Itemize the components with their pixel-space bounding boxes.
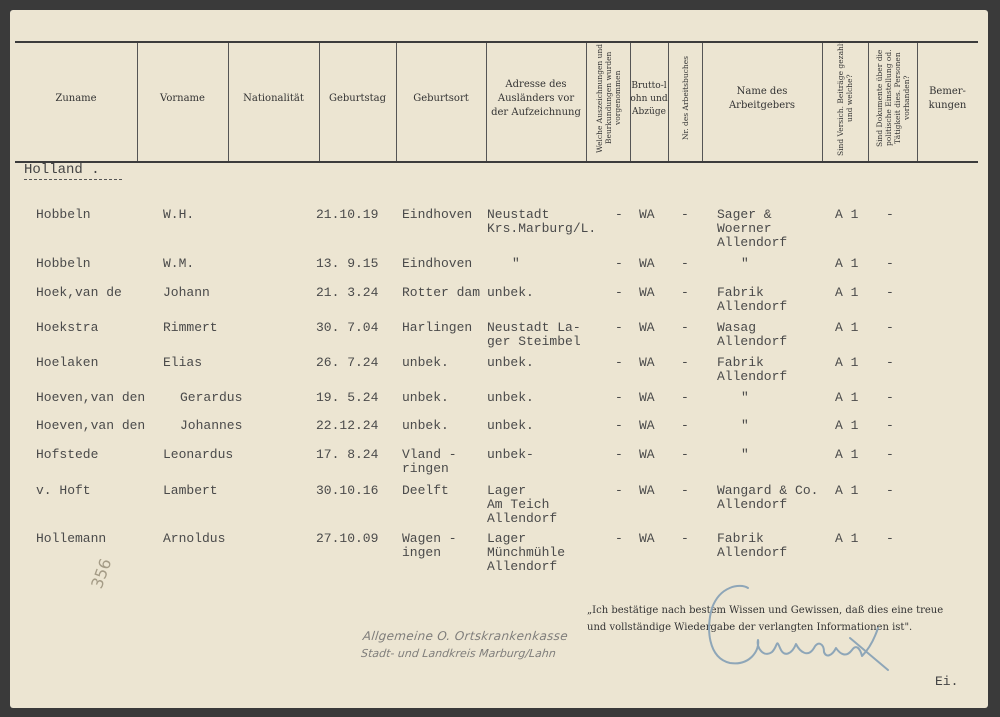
column-divider bbox=[702, 43, 703, 161]
insurance-cell: A 1 bbox=[835, 483, 859, 498]
column-header bbox=[396, 40, 486, 158]
wage-cell: WA bbox=[639, 418, 655, 433]
surname-cell: v. Hoft bbox=[36, 483, 91, 498]
address-cell: " bbox=[512, 256, 520, 271]
address-cell: unbek- bbox=[487, 447, 534, 462]
column-header bbox=[15, 40, 137, 158]
wage-cell: WA bbox=[639, 207, 655, 222]
birthplace-cell: Harlingen bbox=[402, 320, 473, 335]
workbook-cell: - bbox=[681, 483, 689, 498]
column-header bbox=[868, 36, 917, 160]
insurance-cell: A 1 bbox=[835, 355, 859, 370]
section-label bbox=[24, 162, 100, 178]
birthplace-cell: Rotter dam bbox=[402, 285, 481, 300]
records-cell: - bbox=[615, 285, 623, 300]
birthplace-cell: Eindhoven bbox=[402, 207, 473, 222]
column-header bbox=[137, 40, 228, 158]
workbook-cell: - bbox=[681, 320, 689, 335]
workbook-cell: - bbox=[681, 285, 689, 300]
employer-cell: Wangard & Co. Allendorf bbox=[717, 483, 819, 512]
insurance-cell: A 1 bbox=[835, 531, 859, 546]
documents-cell: - bbox=[886, 447, 894, 462]
records-cell: - bbox=[615, 483, 623, 498]
column-header bbox=[822, 36, 868, 160]
column-header bbox=[706, 40, 818, 158]
insurance-cell: A 1 bbox=[835, 447, 859, 462]
insurance-stamp bbox=[360, 627, 569, 663]
section-label-text: Holland . bbox=[24, 162, 100, 178]
employer-cell: Sager & Woerner Allendorf bbox=[717, 207, 788, 250]
surname-cell: Hobbeln bbox=[36, 207, 91, 222]
birth-date-cell: 27.10.09 bbox=[316, 531, 379, 546]
address-cell: unbek. bbox=[487, 418, 534, 433]
address-cell: Lager Am Teich Allendorf bbox=[487, 483, 558, 526]
surname-cell: Hofstede bbox=[36, 447, 99, 462]
records-cell: - bbox=[615, 320, 623, 335]
records-cell: - bbox=[615, 390, 623, 405]
address-cell: unbek. bbox=[487, 285, 534, 300]
wage-cell: WA bbox=[639, 285, 655, 300]
address-cell: Lager Münchmühle Allendorf bbox=[487, 531, 566, 574]
column-header bbox=[319, 40, 396, 158]
documents-cell: - bbox=[886, 256, 894, 271]
birth-date-cell: 30. 7.04 bbox=[316, 320, 379, 335]
birth-date-cell: 21. 3.24 bbox=[316, 285, 379, 300]
insurance-cell: A 1 bbox=[835, 207, 859, 222]
birth-date-cell: 21.10.19 bbox=[316, 207, 379, 222]
column-header bbox=[586, 36, 630, 160]
column-header-label: Geburtstag bbox=[328, 93, 387, 104]
header-bottom-rule bbox=[15, 161, 978, 163]
column-header-label: Bemer-kungen bbox=[928, 86, 967, 111]
column-header-label: Adresse des Ausländers vor der Aufzeichnung bbox=[491, 79, 581, 118]
surname-cell: Hoekstra bbox=[36, 320, 99, 335]
employer-cell: " bbox=[741, 447, 749, 462]
wage-cell: WA bbox=[639, 447, 655, 462]
wage-cell: WA bbox=[639, 320, 655, 335]
wage-cell: WA bbox=[639, 390, 655, 405]
documents-cell: - bbox=[886, 483, 894, 498]
first-name-cell: Arnoldus bbox=[163, 531, 226, 546]
confirmation-line-2: und vollständige Wiedergabe der verlangten Informationen ist". bbox=[587, 622, 913, 633]
documents-cell: - bbox=[886, 531, 894, 546]
records-cell: - bbox=[615, 256, 623, 271]
employer-cell: " bbox=[741, 256, 749, 271]
address-cell: Neustadt Krs.Marburg/L. bbox=[487, 207, 597, 236]
wage-cell: WA bbox=[639, 483, 655, 498]
wage-cell: WA bbox=[639, 355, 655, 370]
column-header bbox=[228, 40, 319, 158]
birth-date-cell: 22.12.24 bbox=[316, 418, 379, 433]
column-header bbox=[490, 40, 582, 158]
first-name-cell: Johannes bbox=[180, 418, 243, 433]
first-name-cell: Gerardus bbox=[180, 390, 243, 405]
address-cell: Neustadt La- ger Steimbel bbox=[487, 320, 581, 349]
birth-date-cell: 17. 8.24 bbox=[316, 447, 379, 462]
documents-cell: - bbox=[886, 418, 894, 433]
workbook-cell: - bbox=[681, 355, 689, 370]
records-cell: - bbox=[615, 418, 623, 433]
insurance-cell: A 1 bbox=[835, 320, 859, 335]
surname-cell: Hoeven,van den bbox=[36, 390, 146, 405]
birthplace-cell: unbek. bbox=[402, 418, 449, 433]
surname-cell: Hoek,van de bbox=[36, 285, 122, 300]
insurance-cell: A 1 bbox=[835, 418, 859, 433]
birthplace-cell: Deelft bbox=[402, 483, 449, 498]
birthplace-cell: unbek. bbox=[402, 390, 449, 405]
insurance-cell: A 1 bbox=[835, 285, 859, 300]
first-name-cell: W.M. bbox=[163, 256, 195, 271]
documents-cell: - bbox=[886, 320, 894, 335]
birth-date-cell: 30.10.16 bbox=[316, 483, 379, 498]
records-cell: - bbox=[615, 447, 623, 462]
first-name-cell: Johann bbox=[163, 285, 210, 300]
birth-date-cell: 19. 5.24 bbox=[316, 390, 379, 405]
surname-cell: Hobbeln bbox=[36, 256, 91, 271]
column-header-label: Sind Dokumente über die politische Einstellung od. Tätigkeit dies. Personen vorhanden? bbox=[874, 49, 911, 147]
surname-cell: Hollemann bbox=[36, 531, 107, 546]
records-cell: - bbox=[615, 355, 623, 370]
employer-cell: Fabrik Allendorf bbox=[717, 531, 788, 560]
records-cell: - bbox=[615, 207, 623, 222]
insurance-cell: A 1 bbox=[835, 390, 859, 405]
first-name-cell: Elias bbox=[163, 355, 203, 370]
birthplace-cell: unbek. bbox=[402, 355, 449, 370]
column-header-label: Zuname bbox=[55, 93, 97, 104]
pencil-note: 356 bbox=[87, 555, 116, 592]
stamp-line-1: Allgemeine O. Ortskrankenkasse bbox=[362, 629, 569, 643]
wage-cell: WA bbox=[639, 531, 655, 546]
birthplace-cell: Eindhoven bbox=[402, 256, 473, 271]
surname-cell: Hoeven,van den bbox=[36, 418, 146, 433]
documents-cell: - bbox=[886, 207, 894, 222]
column-header-label: Geburtsort bbox=[413, 93, 469, 104]
workbook-cell: - bbox=[681, 531, 689, 546]
birth-date-cell: 26. 7.24 bbox=[316, 355, 379, 370]
documents-cell: - bbox=[886, 355, 894, 370]
employer-cell: Fabrik Allendorf bbox=[717, 285, 788, 314]
footer-code: Ei. bbox=[935, 674, 959, 689]
surname-cell: Hoelaken bbox=[36, 355, 99, 370]
insurance-cell: A 1 bbox=[835, 256, 859, 271]
address-cell: unbek. bbox=[487, 390, 534, 405]
column-header bbox=[630, 40, 668, 158]
column-header-label: Vorname bbox=[160, 93, 205, 104]
employer-cell: " bbox=[741, 390, 749, 405]
address-cell: unbek. bbox=[487, 355, 534, 370]
workbook-cell: - bbox=[681, 447, 689, 462]
documents-cell: - bbox=[886, 285, 894, 300]
stamp-line-2: Stadt- und Landkreis Marburg/Lahn bbox=[360, 647, 557, 660]
first-name-cell: Leonardus bbox=[163, 447, 234, 462]
column-divider bbox=[486, 43, 487, 161]
documents-cell: - bbox=[886, 390, 894, 405]
employer-cell: Fabrik Allendorf bbox=[717, 355, 788, 384]
employer-cell: " bbox=[741, 418, 749, 433]
employer-cell: Wasag Allendorf bbox=[717, 320, 788, 349]
column-header-label: Name des Arbeitgebers bbox=[728, 86, 796, 111]
handwritten-signature bbox=[700, 578, 900, 678]
birth-date-cell: 13. 9.15 bbox=[316, 256, 379, 271]
section-underline bbox=[24, 179, 122, 180]
column-header-label: Welche Auszeichnungen und Beurkundungen wurden vorgenommen bbox=[594, 43, 622, 153]
confirmation-line-1: „Ich bestätige nach bestem Wissen und Gewissen, daß dies eine treue bbox=[587, 605, 944, 616]
workbook-cell: - bbox=[681, 390, 689, 405]
wage-cell: WA bbox=[639, 256, 655, 271]
workbook-cell: - bbox=[681, 207, 689, 222]
first-name-cell: Rimmert bbox=[163, 320, 218, 335]
column-header bbox=[668, 36, 702, 160]
first-name-cell: Lambert bbox=[163, 483, 218, 498]
workbook-cell: - bbox=[681, 418, 689, 433]
column-header bbox=[917, 40, 978, 158]
birthplace-cell: Vland - ringen bbox=[402, 447, 457, 476]
column-header-label: Nationalität bbox=[243, 93, 304, 104]
column-header-label: Brutto-lohn und Abzüge bbox=[630, 80, 668, 117]
column-header-label: Sind Versich. Beiträge gezahlt und welche? bbox=[836, 40, 854, 156]
birthplace-cell: Wagen - ingen bbox=[402, 531, 457, 560]
column-header-label: Nr. des Arbeitsbuches bbox=[680, 55, 690, 141]
workbook-cell: - bbox=[681, 256, 689, 271]
records-cell: - bbox=[615, 531, 623, 546]
first-name-cell: W.H. bbox=[163, 207, 195, 222]
